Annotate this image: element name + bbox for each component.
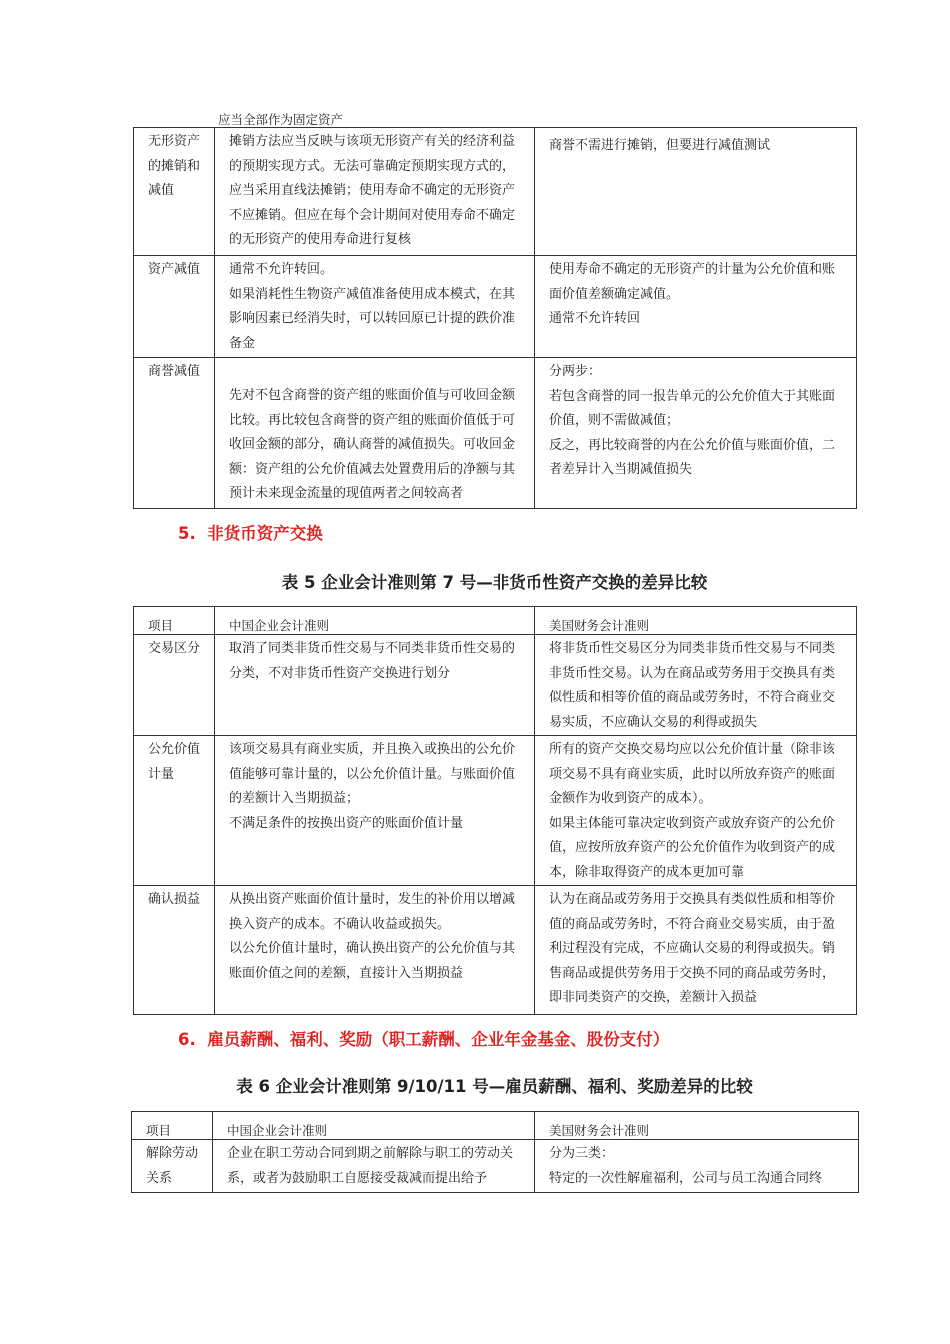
us-standard-cell: 将非货币性交易区分为同类非货币性交易与不同类非货币性交易。认为在商品或劳务用于交换具有类似性质和相等价值的商品或劳务时，不符合商业交易实质，不应确认交易的利得或损失: [535, 635, 857, 736]
section-6-heading: 6. 雇员薪酬、福利、奖励（职工薪酬、企业年金基金、股份支付）: [178, 1030, 670, 1049]
header-item: 项目: [132, 1112, 213, 1140]
cn-standard-cell: 从换出资产账面价值计量时，发生的补价用以增减换入资产的成本。不确认收益或损失。 以公允价值计量时，确认换出资产的公允价值与其账面价值之间的差额，直接计入当期损益: [215, 886, 535, 1015]
us-standard-cell: 使用寿命不确定的无形资产的计量为公允价值和账面价值差额确定减值。 通常不允许转回: [535, 256, 857, 358]
us-standard-cell: 认为在商品或劳务用于交换具有类似性质和相等价值的商品或劳务时，不符合商业交易实质，由于盈利过程没有完成，不应确认交易的利得或损失。销售商品或提供劳务用于交换不同的商品或劳务时，即非同类资产的交换，差额计入损益: [535, 886, 857, 1015]
table-header-row: [132, 1112, 859, 1140]
row-item-cell: 确认损益: [134, 886, 215, 1015]
header-us: 美国财务会计准则: [535, 1112, 859, 1140]
table-row: [134, 256, 857, 358]
table-6-caption: 表 6 企业会计准则第 9/10/11 号—雇员薪酬、福利、奖励差异的比较: [236, 1077, 753, 1096]
row-item-cell: 无形资产的摊销和减值: [134, 128, 215, 256]
row-item-cell: 交易区分: [134, 635, 215, 736]
table-5-caption: 表 5 企业会计准则第 7 号—非货币性资产交换的差异比较: [281, 573, 708, 592]
table-header-row: [134, 607, 857, 635]
cn-standard-cell: 先对不包含商誉的资产组的账面价值与可收回金额比较。再比较包含商誉的资产组的账面价值低于可收回金额的部分，确认商誉的减值损失。可收回金额：资产组的公允价值减去处置费用后的净额与其预计未来现金流量的现值两者之间较高者: [215, 358, 535, 509]
row-item-cell: 公允价值计量: [134, 736, 215, 886]
us-standard-cell: 商誉不需进行摊销，但要进行减值测试: [535, 128, 857, 256]
table-4-continuation: [133, 127, 857, 509]
table-row: [134, 886, 857, 1015]
section-5-heading: 5. 非货币资产交换: [178, 524, 323, 543]
table-5: [133, 606, 857, 1015]
table-row: [134, 736, 857, 886]
row-item-cell: 资产减值: [134, 256, 215, 358]
cn-standard-cell: 摊销方法应当反映与该项无形资产有关的经济利益的预期实现方式。无法可靠确定预期实现方式的，应当采用直线法摊销；使用寿命不确定的无形资产不应摊销。但应在每个会计期间对使用寿命不确定的无形资产的使用寿命进行复核: [215, 128, 535, 256]
cn-standard-cell: 该项交易具有商业实质，并且换入或换出的公允价值能够可靠计量的，以公允价值计量。与账面价值的差额计入当期损益； 不满足条件的按换出资产的账面价值计量: [215, 736, 535, 886]
row-item-cell: 解除劳动关系: [132, 1140, 213, 1193]
header-cn: 中国企业会计准则: [213, 1112, 535, 1140]
cn-standard-cell: 通常不允许转回。 如果消耗性生物资产减值准备使用成本模式，在其影响因素已经消失时，可以转回原已计提的跌价准备金: [215, 256, 535, 358]
us-standard-cell: 所有的资产交换交易均应以公允价值计量（除非该项交易不具有商业实质，此时以所放弃资产的账面金额作为收到资产的成本）。 如果主体能可靠决定收到资产或放弃资产的公允价值，应按所放弃资产的公允价值作为收到资产的成本，除非取得资产的成本更加可靠: [535, 736, 857, 886]
table-row: [134, 128, 857, 256]
table-6: [131, 1111, 859, 1193]
header-cn: 中国企业会计准则: [215, 607, 535, 635]
table-row: [134, 635, 857, 736]
table-row: [132, 1140, 859, 1193]
header-us: 美国财务会计准则: [535, 607, 857, 635]
cn-standard-cell: 企业在职工劳动合同到期之前解除与职工的劳动关系，或者为鼓励职工自愿接受裁减而提出给予: [213, 1140, 535, 1193]
header-item: 项目: [134, 607, 215, 635]
row-item-cell: 商誉减值: [134, 358, 215, 509]
table-row: [134, 358, 857, 509]
us-standard-cell: 分为三类： 特定的一次性解雇福利，公司与员工沟通合同终: [535, 1140, 859, 1193]
cn-standard-cell: 取消了同类非货币性交易与不同类非货币性交易的分类，不对非货币性资产交换进行划分: [215, 635, 535, 736]
continuation-text: 应当全部作为固定资产: [218, 112, 344, 127]
us-standard-cell: 分两步： 若包含商誉的同一报告单元的公允价值大于其账面价值，则不需做减值； 反之，再比较商誉的内在公允价值与账面价值，二者差异计入当期减值损失: [535, 358, 857, 509]
